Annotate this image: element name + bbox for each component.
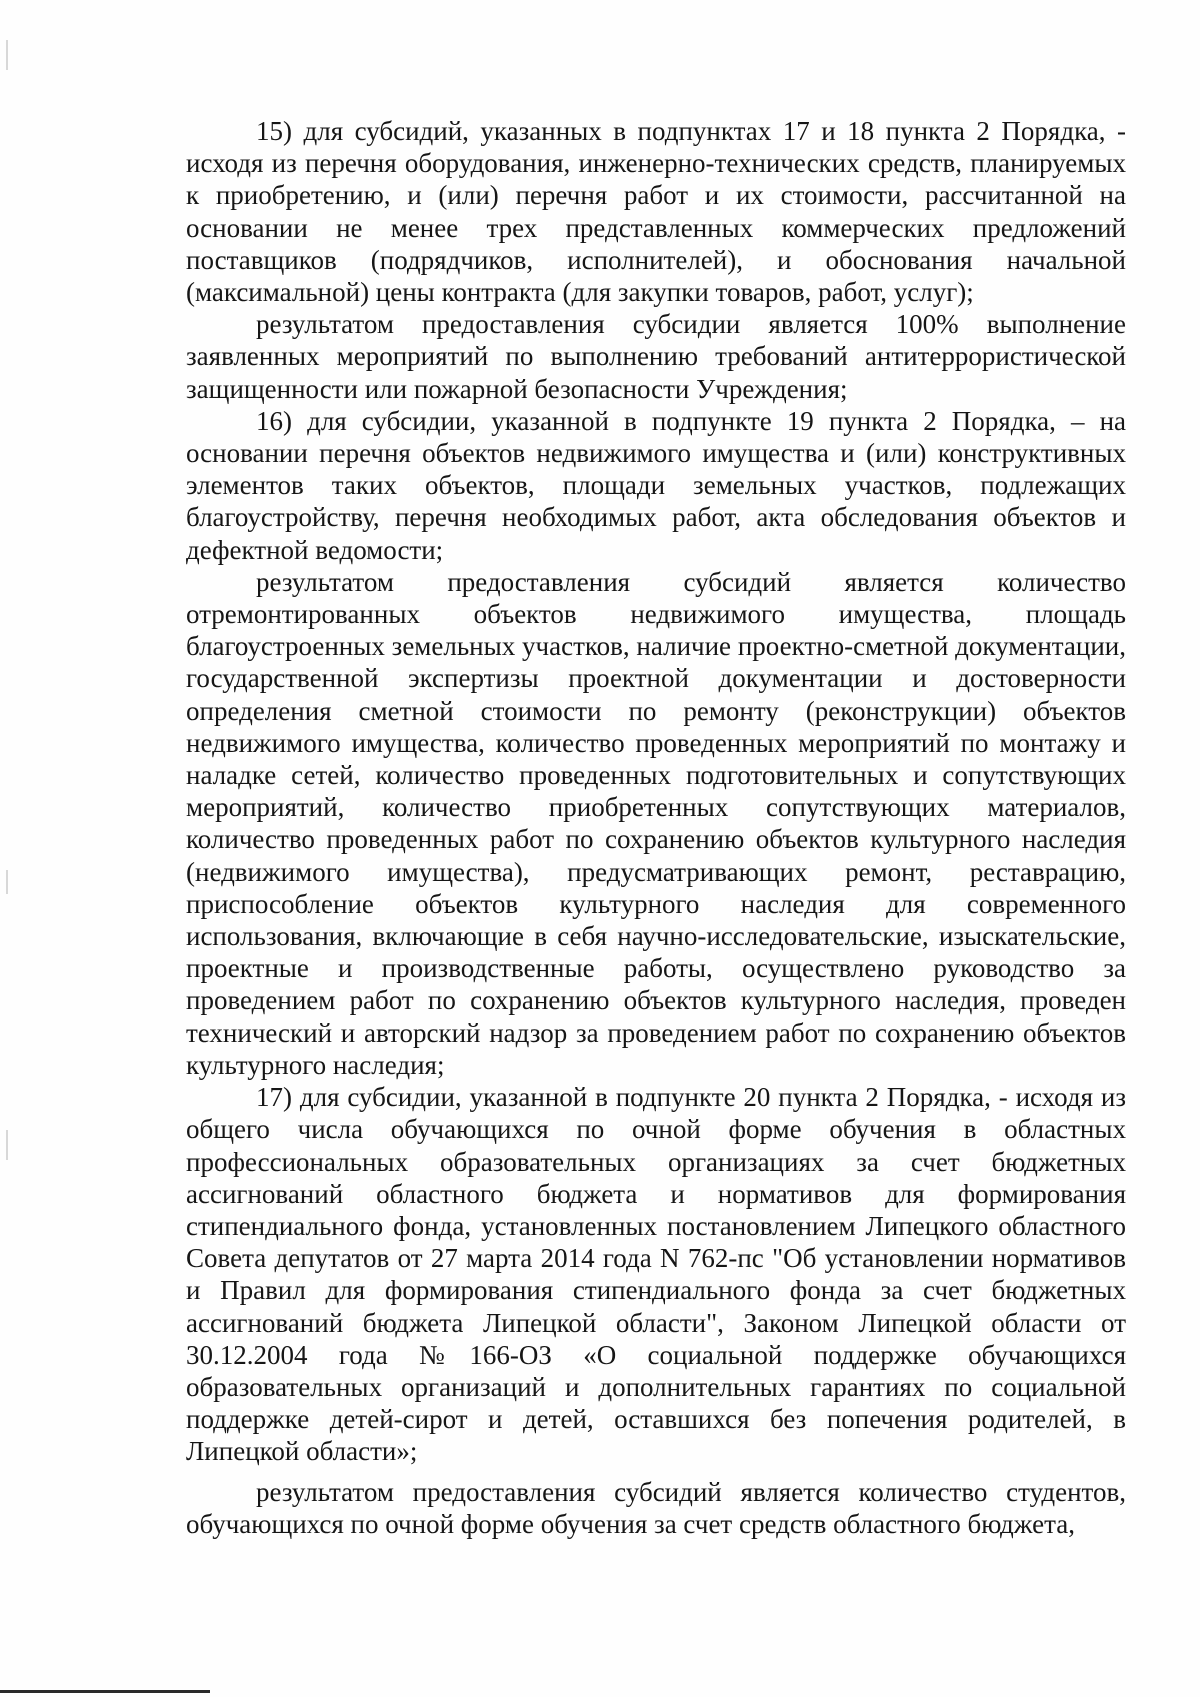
paragraph-15: 15) для субсидий, указанных в подпунктах 17 и 18 пункта 2 Порядка, - исходя из перечня оборудования, инженерно-технических средств, планируемых к приобретению, и (или) перечня работ и их стоимости, рассчитанной на основании не менее трех представленных коммерческих предложений поставщиков (подрядчиков, исполнителей), и обоснования начальной (максимальной) цены контракта (для закупки товаров, работ, услуг); xyxy=(186,116,1126,308)
paragraph-result-students: результатом предоставления субсидий является количество студентов, обучающихся по очной форме обучения за счет средств областного бюджета, xyxy=(186,1476,1126,1539)
paragraph-16: 16) для субсидии, указанной в подпункте 19 пункта 2 Порядка, – на основании перечня объектов недвижимого имущества и (или) конструктивных элементов таких объектов, площади земельных участков, подлежащих благоустройству, перечня необходимых работ, акта обследования объектов и дефектной ведомости; xyxy=(186,405,1126,565)
scan-edge-mark xyxy=(6,40,8,70)
document-body xyxy=(186,115,1126,1540)
paragraph-result-repair: результатом предоставления субсидий является количество отремонтированных объектов недвижимого имущества, площадь благоустроенных земельных участков, наличие проектно-сметной документации, государственной экспертизы проектной документации и достоверности определения сметной стоимости по ремонту (реконструкции) объектов недвижимого имущества, количество проведенных мероприятий по монтажу и наладке сетей, количество проведенных подготовительных и сопутствующих мероприятий, количество приобретенных сопутствующих материалов, количество проведенных работ по сохранению объектов культурного наследия (недвижимого имущества), предусматривающих ремонт, реставрацию, приспособление объектов культурного наследия для современного использования, включающие в себя научно-исследовательские, изыскательские, проектные и производственные работы, осуществлено руководство за проведением работ по сохранению объектов культурного наследия, проведен технический и авторский надзор за проведением работ по сохранению объектов культурного наследия; xyxy=(186,566,1126,1080)
scan-edge-mark xyxy=(6,1130,8,1160)
bottom-scan-rule xyxy=(0,1690,210,1693)
paragraph-17: 17) для субсидии, указанной в подпункте 20 пункта 2 Порядка, - исходя из общего числа обучающихся по очной форме обучения в областных профессиональных образовательных организациях за счет бюджетных ассигнований областного бюджета и нормативов для формирования стипендиального фонда, установленных постановлением Липецкого областного Совета депутатов от 27 марта 2014 года N 762-пс "Об установлении нормативов и Правил для формирования стипендиального фонда за счет бюджетных ассигнований бюджета Липецкой области", Законом Липецкой области от 30.12.2004 года №166-ОЗ «О социальной поддержке обучающихся образовательных организаций и дополнительных гарантиях по социальной поддержке детей-сирот и детей, оставшихся без попечения родителей, в Липецкой области»; xyxy=(186,1082,1126,1467)
scan-edge-mark xyxy=(6,870,8,894)
paragraph-result-antiterror: результатом предоставления субсидии является 100% выполнение заявленных мероприятий по выполнению требований антитеррористической защищенности или пожарной безопасности Учреждения; xyxy=(186,309,1126,404)
